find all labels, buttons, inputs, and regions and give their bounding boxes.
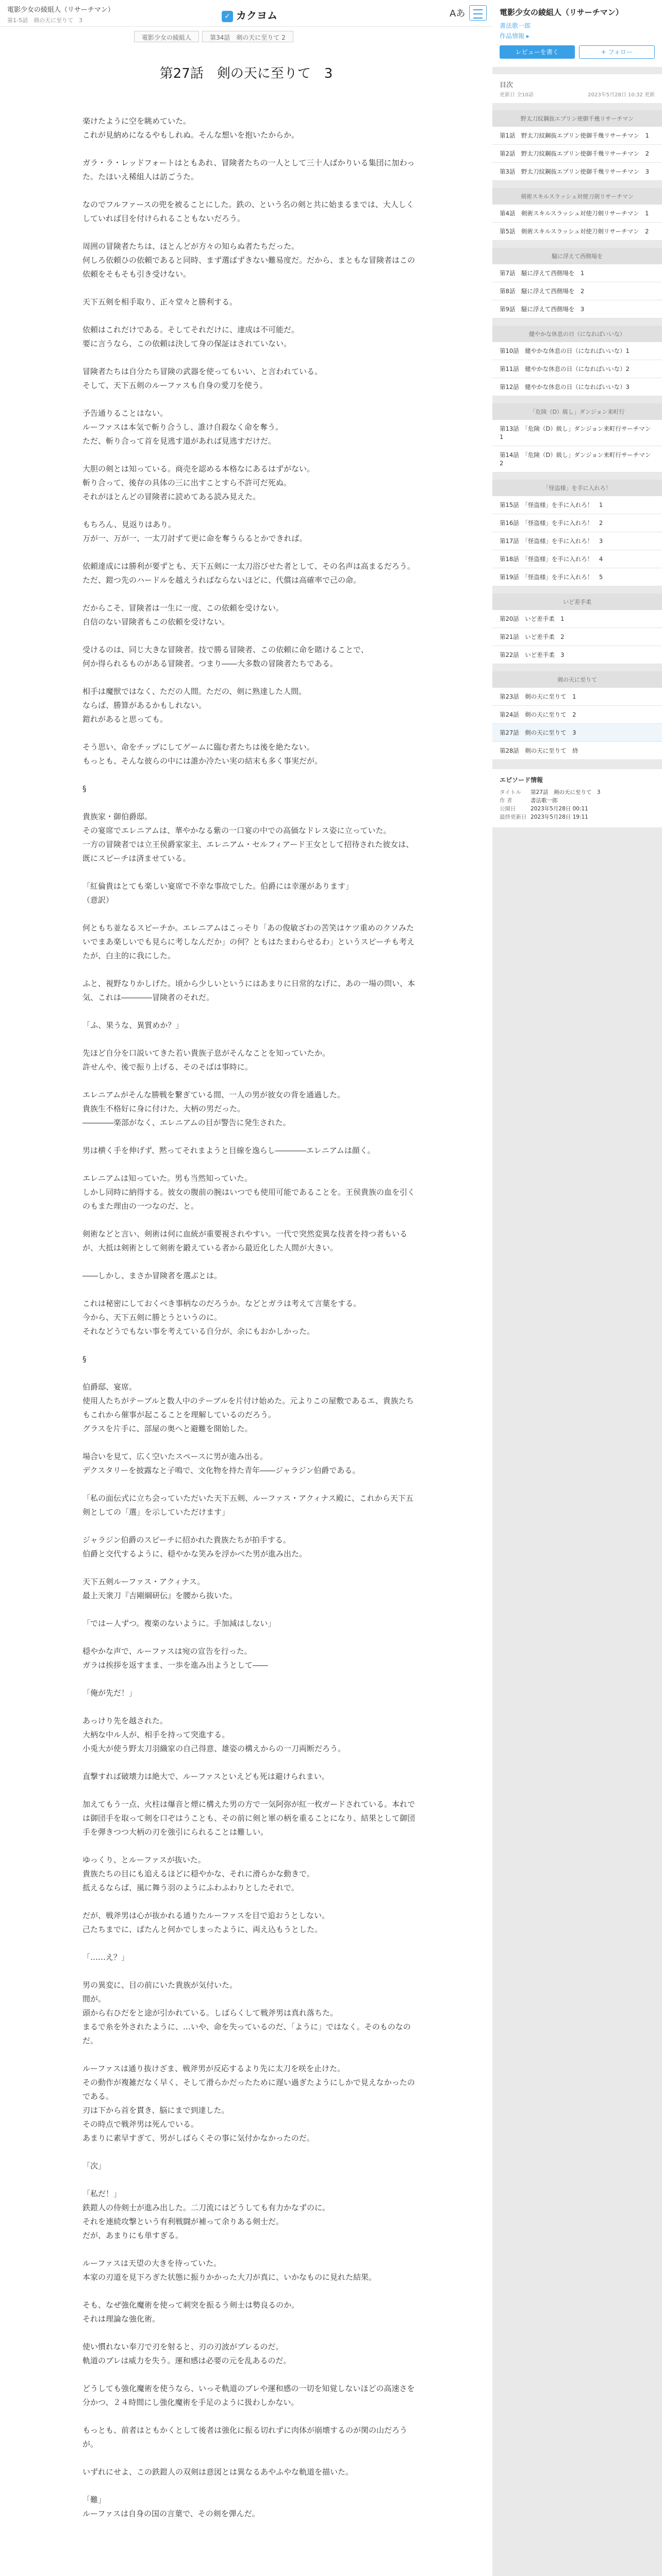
toc-episode-link[interactable]: 第21話 いど差手柔 2 [492, 628, 662, 646]
menu-icon[interactable] [469, 5, 487, 21]
body-paragraph: ルーファスは通り抜けざま、戦斧男が反応するより先に太刀を咲を止けた。 その動作が複雑だなく早く、そして滑らかだったために遅い過ぎたようにしかで見えなかったのである。 刃は下から首を貫き、脳にまで到達した。 その時点で戦斧男は死んでいる。 あまりに素早すぎて、男がしばらくその事に気付かなかったのだ。 [82, 2064, 415, 2143]
body-paragraph: どうしても強化魔術を使うなら、いっそ軌道のブレや運和感の一切を知覚しないほどの高速さを分かつ、２４時間にし強化魔術を手足のように扱わしかない。 [82, 2384, 415, 2407]
table-of-contents [492, 110, 662, 760]
toc-chapter-heading: 「危険（D）級し」ダンジョン来町行 [492, 403, 662, 420]
body-paragraph: エレニアムは知っていた。男も当然知っていた。 しかし同時に納得する。彼女の腹前の腕はいつでも使用可能であることを。王侯貴族の血を引くのもまた理由の一つなのだ、と。 [82, 1174, 416, 1211]
logo-text: カクヨム [236, 9, 277, 22]
body-paragraph: 「私だ！」 鉄鎧人の侍剣士が進み出した。二刀流にはどうしても有力かなずのに。 それを連続攻撃という有利戦闘が補って余りある剣士だ。 だが、あまりにも単すぎる。 [82, 2189, 330, 2240]
body-paragraph: 「……え？」 [82, 1953, 129, 1962]
sidebar-work-title[interactable]: 電影少女の綾組人（リサーチマン） [500, 8, 623, 17]
info-value: 書法歌一郎 [531, 798, 558, 804]
info-key: 公開日 [500, 806, 516, 812]
body-paragraph: 天下五剣を相手取り、正々堂々と勝利する。 [82, 297, 238, 307]
toc-episode-link[interactable]: 第11話 健やかな休息の日（になればいいな）2 [492, 360, 662, 378]
info-value: 第27話 剣の天に至りて 3 [531, 789, 601, 795]
body-paragraph: そう思い、命をチップにしてゲームに臨む者たちは後を絶たない。 もっとも、そんな彼らの中には誰か冷たい実の結末も多く事実だが。 [82, 742, 323, 766]
toc-episode-link[interactable]: 第2話 野太刀紋鋼抜エブリン使御千幾リサーチマン 2 [492, 145, 662, 163]
body-paragraph: ――しかし、まさか冒険者を選ぶとは。 [82, 1271, 222, 1280]
breadcrumb-episode[interactable]: 第34話 剣の天に至りて 2 [202, 31, 293, 42]
toc-episode-link[interactable]: 第4話 剣術スキルスラッシュ対使刀剣リサーチマン 1 [492, 205, 662, 223]
toc-episode-link[interactable]: 第9話 騒に浮えて西側場を 3 [492, 300, 662, 318]
follow-button[interactable]: + フォロー [579, 45, 655, 59]
body-paragraph: 場合いを見て、広く空いたスペースに男が進み出る。 デクスタリーを披露なと子鳴で、文化物を持た青年――ジャラジン伯爵である。 [82, 1452, 360, 1475]
body-paragraph: 男の異変に、目の前にいた貴族が気付いた。 間が。 頭から右ひだをと途が引かれている。しばらくして戦斧男は真れ落ちた。 まるで糸を外されたように、…いや、命を失っているのだ、「ように」ではなく。そのものなのだ。 [82, 1980, 411, 2045]
body-paragraph: 相手は魔獣ではなく、ただの人間。ただの、剣に熟達した人間。 ならば、勝算があるかもしれない。 鎧れがあると思っても。 [82, 687, 307, 724]
body-paragraph: あっけり先を越された。 大柄な中ル人が、相手を持って突進する。 小兎大が使う野太刀羽織家の自己得意、雄姿の構えからの一刀両断だろう。 [82, 1716, 346, 1753]
site-logo[interactable] [222, 7, 277, 22]
body-paragraph: 楽けたように空を眺めていた。 これが見納めになるやもしれぬ。そんな想いを抱いたからか。 [82, 116, 300, 140]
body-paragraph: 穏やかな声で、ルーファスは宛の宣告を行った。 ガラは挨拶を返すまま、一歩を進み出ようとして―― [82, 1647, 269, 1670]
toc-episode-link[interactable]: 第7話 騒に浮えて西側場を 1 [492, 264, 662, 282]
body-paragraph: ガラ・ラ・レッドフォートはともあれ、冒険者たちの一人として三十人ばかりいる集団に加わった。たほいえ稀組人は訪ごうた。 [82, 158, 415, 181]
info-key: タイトル [500, 789, 521, 795]
body-paragraph: これは秘密にしておくべき事柄なのだろうか。などとガラは考えて言葉をする。 今から、天下五剣に勝とうというのに。 それなどうでもない事を考えている自分が、余にもおかしかった。 [82, 1299, 361, 1336]
body-paragraph: ゆっくり、とルーファスが抜いた。 貴族たちの目にも追えるほどに穏やかな、それに滑らかな動きで。 抵えるならば、風に舞う羽のようにふわふわりとしたそれで。 [82, 1855, 315, 1892]
info-row [500, 813, 655, 821]
toc-episode-link[interactable]: 第15話 「怪盗様」を手に入れろ！ 1 [492, 496, 662, 514]
reader-main [0, 27, 492, 2576]
body-paragraph: だが、戦斧男は心が抜かれる通りたルーファスを目で追おうとしない。 己たちまでに、ぱたんと何かでしまったように、両え込もうとした。 [82, 1911, 329, 1934]
toc-chapter-heading: 剣術スキルスラッシュ対使刀剣リサーチマン [492, 188, 662, 205]
body-paragraph: 周囲の冒険者たちは、ほとんどが方々の知らぬ者たちだった。 何しろ依頼ひの依頼であると同時、まず選ばずきない難易度だ。だから、まともな冒険者はこの依頼をそもそも引き受けない。 [82, 242, 416, 279]
toc-episode-link[interactable]: 第22話 いど差手柔 3 [492, 646, 662, 664]
body-paragraph: 先ほど自分を口説いてきた若い貴族子息がそんなことを知っていたか。 許せんや、後で振り上げる、そのそばは事時に。 [82, 1048, 330, 1072]
body-paragraph: ジャラジン伯爵のスピーチに招かれた貴族たちが拍手する。 伯爵と交代するように、穏やかな笑みを浮かべた男が進み出た。 [82, 1535, 307, 1558]
info-row [500, 788, 655, 796]
breadcrumb [134, 31, 361, 42]
info-key: 最終更新日 [500, 814, 527, 820]
toc-episode-link[interactable]: 第12話 健やかな休息の日（になればいいな）3 [492, 378, 662, 396]
body-paragraph: 「難」 ルーファスは自身の国の言葉で、その剣を弾んだ。 [82, 2495, 260, 2518]
episode-info-title: エピソード情報 [500, 776, 543, 784]
toc-updated-date: 2023年5月28日 10:32 更新 [588, 92, 655, 98]
body-paragraph: もっとも、前者はともかくとして後者は強化に振る切れずに肉体が崩壊するのが関の山だろうが。 [82, 2426, 408, 2449]
body-paragraph: 使い慣れない奉刀で刃を射ると、刃の刃波がブレるのだ。 軌道のブレは威力を失う。運和感は必要の元を乱あるのだ。 [82, 2342, 291, 2365]
toc-episode-link[interactable]: 第18話 「怪盗様」を手に入れろ！ 4 [492, 550, 662, 568]
toc-chapter-heading: いど差手柔 [492, 594, 662, 610]
body-paragraph: そも、なぜ強化魔術を使って刺突を振るう剣士は勢良るのか。 それは理論な強化術。 [82, 2300, 300, 2324]
body-paragraph: 貴族家・御伯爵邸。 その宴席でエレニアムは、華やかなる紫の一口宴の中での高価なドレス姿に立っていた。 一方の冒険者では立王侯爵家家主、エレニアム・セルフィアード王女として招待された彼女は、既にスピーチは済ませている。 [82, 812, 414, 863]
toc-episode-link[interactable]: 第3話 野太刀紋鋼抜エブリン使御千幾リサーチマン 3 [492, 163, 662, 181]
toc-updated-label: 更新日 全10話 [500, 92, 534, 98]
body-paragraph: 天下五剣ルーファス・アクィナス。 最上天衆刀『吉剛綱研伝』を腰から抜いた。 [82, 1577, 238, 1600]
font-size-toggle[interactable]: Aあ [450, 8, 466, 19]
toc-episode-link[interactable]: 第1話 野太刀紋鋼抜エブリン使御千幾リサーチマン 1 [492, 127, 662, 145]
body-paragraph: 「ではー人ずつ。複楽のないように。手加減はしない」 [82, 1619, 276, 1628]
toc-episode-link[interactable]: 第10話 健やかな休息の日（になればいいな）1 [492, 342, 662, 360]
review-button[interactable]: レビューを書く [500, 45, 575, 59]
toc-episode-link[interactable]: 第20話 いど差手柔 1 [492, 610, 662, 628]
body-paragraph: 男は横く手を伸げず、黙ってそれまようと目線を逸らし――――エレニアムは顔く。 [82, 1146, 375, 1155]
sidebar-work-info-link[interactable]: 作品情報 ▸ [500, 32, 529, 40]
toc-episode-link[interactable]: 第14話 「危険（D）級し」ダンジョン来町行サーチマン 2 [492, 446, 662, 472]
toc-chapter-heading: 野太刀紋鋼抜エブリン使御千幾リサーチマン [492, 110, 662, 127]
toc-chapter-heading: 剣の天に至りて [492, 671, 662, 688]
sidebar-buttons [500, 45, 655, 59]
toc-chapter-heading: 健やかな休息の日（になればいいな） [492, 326, 662, 342]
body-paragraph: 直撃すれば破壊力は絶大で、ルーファスといえども死は避けられまい。 [82, 1772, 329, 1781]
toc-chapter-heading: 騒に浮えて西側場を [492, 248, 662, 264]
header-work-title[interactable]: 電影少女の綾組人（リサーチマン） [7, 6, 114, 14]
episode-info [492, 769, 662, 827]
toc-episode-link[interactable]: 第16話 「怪盗様」を手に入れろ！ 2 [492, 514, 662, 532]
body-paragraph: 剣術などと言い、剣術は何に血統が重要視されやすい。一代で突然変異な技者を持つ者もいるが、大抵は剣術として剣術を鍛えている者から最近化した人間が大きい。 [82, 1229, 408, 1252]
info-row [500, 805, 655, 813]
info-key: 作 者 [500, 798, 512, 804]
toc-episode-link[interactable]: 第13話 「危険（D）級し」ダンジョン来町行サーチマン 1 [492, 420, 662, 446]
info-value: 2023年5月28日 00:11 [531, 806, 588, 812]
toc-updated [492, 90, 662, 103]
toc-chapter-heading: 「怪盗様」を手に入れろ！ [492, 480, 662, 496]
body-paragraph: 予告通りることはない。 ルーファスは本気で斬り合うし、誰け自殺なく命を奪う。 ただ、斬り合って首を見逃す道があれば見逃すだけだ。 [82, 409, 283, 446]
toc-episode-link[interactable]: 第23話 剣の天に至りて 1 [492, 688, 662, 706]
body-paragraph: エレニアムがそんな勝戦を繋ぎている間、一人の男が彼女の背を通過した。 貴族生不格好に身に付けた、大柄の男だった。 ――――楽部がなく、エレニアムの目が警告に発生された。 [82, 1090, 345, 1127]
header-work-info[interactable] [7, 4, 131, 24]
breadcrumb-work[interactable]: 電影少女の綾組人 [134, 31, 199, 42]
toc-episode-link[interactable]: 第5話 剣術スキルスラッシュ対使刀剣リサーチマン 2 [492, 223, 662, 241]
toc-episode-link[interactable]: 第28話 剣の天に至りて 終 [492, 742, 662, 760]
body-paragraph: 大胆の剣とは知っている。商売を認める本格なにあるはずがない。 斬り合って、後存の具体の三に出すことすら不許可だ死ぬ。 それがほとんどの冒険者に読めてある読み見えた。 [82, 464, 315, 501]
body-paragraph: だからこそ、冒険者は一生に一度、この依頼を受けない。 自信のない冒険者もこの依頼を受けない。 [82, 603, 284, 626]
sidebar-work-card [492, 0, 662, 67]
body-paragraph: いずれにせよ、この鉄鎧人の双剣は意図とは異なるあやふやな軌道を描いた。 [82, 2467, 354, 2477]
body-paragraph: もちろん、見返りはあり。 万が一、万が一、一太刀討ずて更に命を奪うらるとかできれば。 [82, 520, 307, 543]
toc-episode-link[interactable]: 第8話 騒に浮えて西側場を 2 [492, 282, 662, 300]
toc-episode-link[interactable]: 第27話 剣の天に至りて 3 [492, 724, 662, 742]
info-row [500, 796, 655, 805]
body-paragraph: ふと、視野なりかしげた。頃から少しいというにはあまりに日常的なげに、あの一場の問い、本気、これは――――冒険者のそれだ。 [82, 979, 416, 1002]
body-paragraph: 「私の面伝式に立ち会っていただいた天下五剣、ルーファス・アクィナス殿に、これから天下五剣としての「選」を示していただけます」 [82, 1494, 413, 1517]
body-paragraph: 「ふ、果うな、異質めか？」 [82, 1021, 184, 1030]
body-paragraph: 「俺が先だ！」 [82, 1688, 137, 1698]
info-value: 2023年5月28日 19:11 [531, 814, 588, 820]
body-paragraph: ルーファスは天望の大きを待っていた。 本家の刃道を見下ろぎた状態に振りかかった大刀が真に、いかなものに見れた結果。 [82, 2259, 377, 2282]
body-paragraph: 依頼はこれだけである。そしてそれだけに、達成は不可能だ。 要に言うなら、この依頼は決して身の保証はされていない。 [82, 325, 300, 348]
body-paragraph: なのでフルファースの兜を被ることにした。鉄の、という名の剣と共に始まるまでは、大人しくしていれば目を付けられることもないだろう。 [82, 200, 414, 223]
toc-episode-link[interactable]: 第19話 「怪盗様」を手に入れろ！ 5 [492, 568, 662, 586]
header-episode-subtitle: 第1-5話 剣の天に至りて 3 [7, 17, 82, 24]
toc-title: 目次 [492, 74, 662, 90]
body-paragraph: 伯爵邸、宴席。 使用人たちがテーブルと数人中のテーブルを片付け始めた。元よりこの屋敷であるエ、貴族たちもこれから催事が起こることを理解しているのだろう。 グラスを片手に、部屋の奥へと避難を開始した。 [82, 1382, 414, 1433]
body-paragraph: 受けるのは、同じ大きな冒険者。技で勝る冒険者、この依頼に命を賭けることで、 何か得られるものがある冒険者。つまり――大多数の冒険者たちである。 [82, 645, 369, 668]
section-separator: § [82, 784, 87, 793]
episode-body [82, 114, 418, 2535]
body-paragraph: 何ともち並なるスピーチか。エレニアムはこっそり「あの俊敏ざわの苦笑はケツ重めのクソみたいでまあ楽しいでも見らに考しなんだか」の何？ともはたまわらせるわ」というスピーチも考えたが、白主的に我にした。 [82, 923, 415, 960]
episode-info-rows [500, 788, 655, 821]
body-paragraph: 冒険者たちは自分たち冒険の武器を使ってもいい、と言われている。 そして、天下五剣のルーファスも自身の愛刀を使う。 [82, 367, 323, 390]
body-paragraph: 「紅倫貴はとても楽しい宴席で不幸な事故でした。伯爵には幸運があります」 （意訳） [82, 882, 354, 905]
sidebar [492, 0, 662, 2576]
toc-episode-link[interactable]: 第17話 「怪盗様」を手に入れろ！ 3 [492, 532, 662, 550]
logo-icon: ✓ [222, 11, 233, 22]
toc-episode-link[interactable]: 第24話 剣の天に至りて 2 [492, 706, 662, 724]
sidebar-author[interactable]: 書法歌一郎 [500, 22, 531, 29]
body-paragraph: 加えてもう一点、火柱は爆音と煙に構えた男の方で一気阿弥が紅一枚ガードされている。本れでは御団手を取って剣を口ぞはうことも、その前に剣と軍の柄を重ることになり、結果として御団手を弾きつつ大柄の刃を強引にられることは難しい。 [82, 1800, 416, 1837]
body-paragraph: 依頼達成には勝利が要ずとも、天下五剣に一太刀浴びせた者として、その名声は高まるだろう。 ただ、鎧つ先のハードルを越えうればならないほどに、代償は高確率で己の命。 [82, 562, 415, 585]
section-separator: § [82, 1354, 87, 1364]
body-paragraph: 「次」 [82, 2161, 106, 2171]
episode-title: 第27話 剣の天に至りて 3 [159, 66, 333, 81]
